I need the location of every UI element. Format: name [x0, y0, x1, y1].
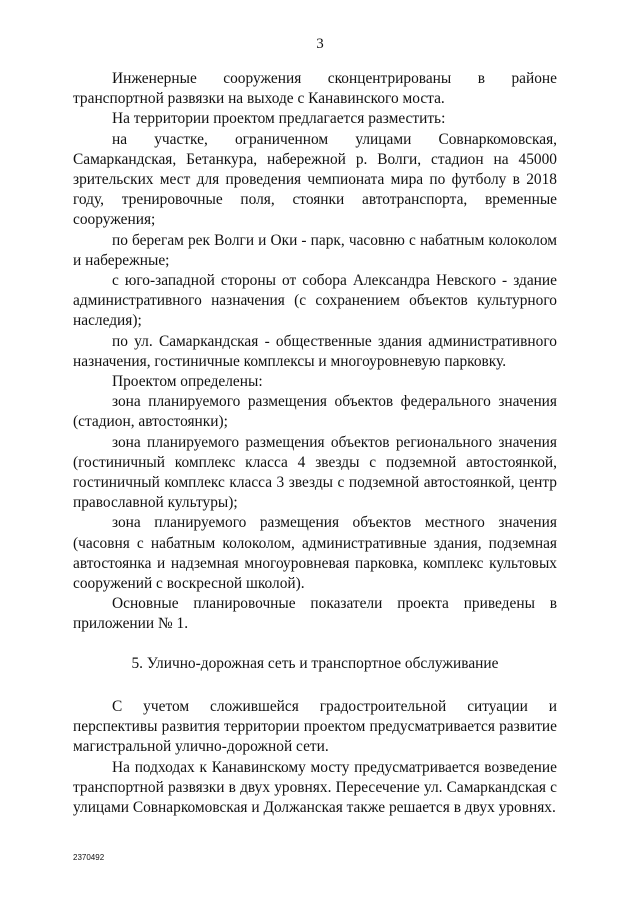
document-code: 2370492: [73, 853, 105, 862]
paragraph: Инженерные сооружения сконцентрированы в районе транспортной развязки на выходе с Канавинского моста.: [73, 70, 557, 108]
paragraph: Основные планировочные показатели проекта приведены в приложении № 1.: [73, 595, 557, 633]
paragraph: зона планируемого размещения объектов регионального значения (гостиничный комплекс класса 4 звезды с подземной автостоянкой, гостиничный комплекс класса 3 звезды с подземной автостоянкой, центр православной культуры);: [73, 433, 557, 512]
paragraph: на участке, ограниченном улицами Совнаркомовская, Самаркандская, Бетанкура, набережной р. Волги, стадион на 45000 зрительских мест для проведения чемпионата мира по футболу в 2018 году, тренировочные поля, стоянки автотранспорта, временные сооружения;: [73, 130, 557, 229]
paragraph: по берегам рек Волги и Оки - парк, часовню с набатным колоколом и набережные;: [73, 231, 557, 269]
paragraph: Проектом определены:: [112, 373, 263, 391]
paragraph: На подходах к Канавинскому мосту предусматривается возведение транспортной развязки в двух уровнях. Пересечение ул. Самаркандская с улицами Совнаркомовская и Должанская также решается в двух уровнях.: [73, 758, 557, 816]
paragraph: С учетом сложившейся градостроительной ситуации и перспективы развития территории проектом предусматривается развитие магистральной улично-дорожной сети.: [73, 697, 557, 756]
paragraph: по ул. Самаркандская - общественные здания административного назначения, гостиничные комплексы и многоуровневую парковку.: [73, 332, 557, 370]
paragraph: На территории проектом предлагается разместить:: [112, 110, 446, 128]
document-body: [73, 69, 557, 818]
paragraph: зона планируемого размещения объектов федерального значения (стадион, автостоянки);: [73, 393, 557, 431]
paragraph: зона планируемого размещения объектов местного значения (часовня с набатным колоколом, административные здания, подземная автостоянка и надземная многоуровневая парковка, комплекс культовых сооружений с воскресной школой).: [73, 514, 557, 593]
section-heading: 5. Улично-дорожная сеть и транспортное обслуживание: [131, 654, 499, 672]
paragraph: с юго-западной стороны от собора Александра Невского - здание административного назначения (с сохранением объектов культурного наследия);: [73, 272, 557, 330]
page-number: 3: [316, 36, 324, 52]
